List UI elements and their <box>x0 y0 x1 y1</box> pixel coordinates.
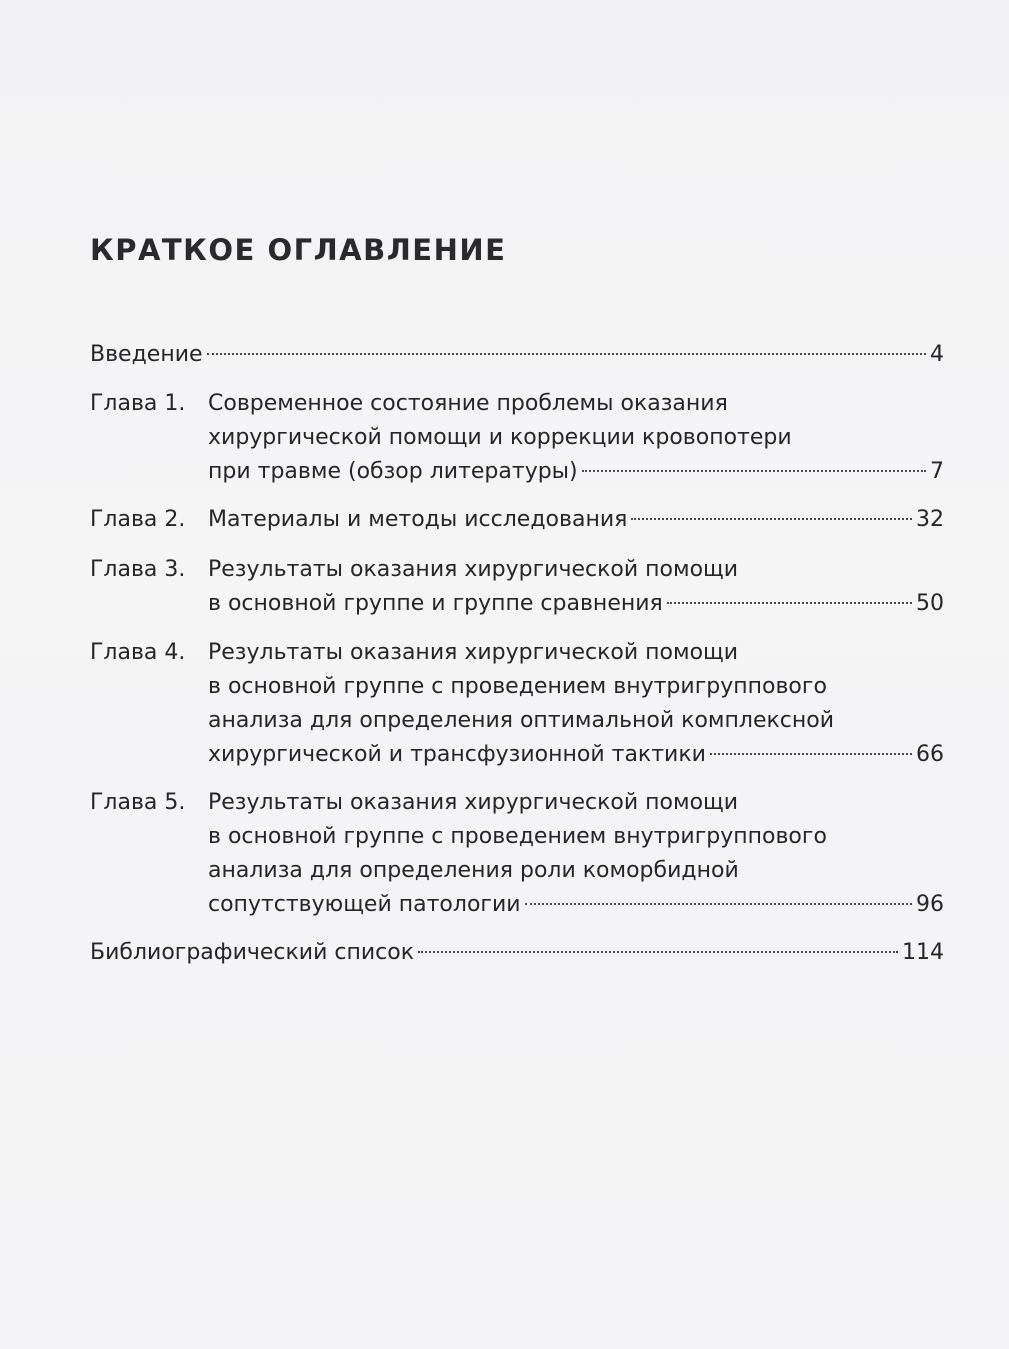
dot-leader <box>207 353 926 355</box>
toc-page-number: 96 <box>916 892 944 917</box>
toc-entry-title-line: анализа для определения оптимальной комплексной <box>208 708 835 733</box>
toc-entry-title-line: хирургической помощи и коррекции кровопотери <box>208 425 792 450</box>
chapter-label: Глава 1. <box>90 391 186 416</box>
dot-leader <box>418 951 898 953</box>
toc-entry-title: Библиографический список <box>90 940 415 965</box>
toc-entry-line <box>208 738 944 772</box>
dot-leader <box>667 602 912 604</box>
toc-entry-line <box>90 338 944 372</box>
chapter-label: Глава 5. <box>90 790 186 815</box>
dot-leader <box>631 518 912 520</box>
toc-entry-title-line: хирургической и трансфузионной тактики <box>208 742 706 767</box>
chapter-label: Глава 2. <box>90 507 186 532</box>
toc-entry-title-line: Материалы и методы исследования <box>208 507 628 532</box>
toc-entry-title-line: сопутствующей патологии <box>208 892 521 917</box>
toc-entry-title-line: в основной группе с проведением внутригруппового <box>208 824 827 849</box>
chapter-label: Глава 4. <box>90 640 186 665</box>
toc-entry-title-line: Результаты оказания хирургической помощи <box>208 557 739 582</box>
toc-heading: КРАТКОЕ ОГЛАВЛЕНИЕ <box>90 233 507 267</box>
toc-entry-line <box>208 455 944 489</box>
toc-entry-line <box>208 503 944 537</box>
dot-leader <box>710 753 912 755</box>
toc-entry-line <box>208 587 944 621</box>
toc-entry-title-line: Результаты оказания хирургической помощи <box>208 790 739 815</box>
toc-page-number: 66 <box>916 742 944 767</box>
toc-entry-title-line: Результаты оказания хирургической помощи <box>208 640 739 665</box>
toc-page-number: 7 <box>930 459 944 484</box>
toc-page-number: 114 <box>902 940 944 965</box>
chapter-label: Глава 3. <box>90 557 186 582</box>
toc-entry-title-line: анализа для определения роли коморбидной <box>208 858 739 883</box>
toc-entry-title: Введение <box>90 342 203 367</box>
toc-entry-title-line: в основной группе с проведением внутригруппового <box>208 674 827 699</box>
toc-page-number: 50 <box>916 591 944 616</box>
toc-entry-title-line: Современное состояние проблемы оказания <box>208 391 728 416</box>
toc-entry-title-line: в основной группе и группе сравнения <box>208 591 663 616</box>
toc-entry-line <box>208 888 944 922</box>
toc-entry-line <box>90 936 944 970</box>
toc-page-number: 4 <box>930 342 944 367</box>
toc-page-number: 32 <box>916 507 944 532</box>
dot-leader <box>582 470 926 472</box>
toc-entry-title-line: при травме (обзор литературы) <box>208 459 578 484</box>
dot-leader <box>525 903 912 905</box>
